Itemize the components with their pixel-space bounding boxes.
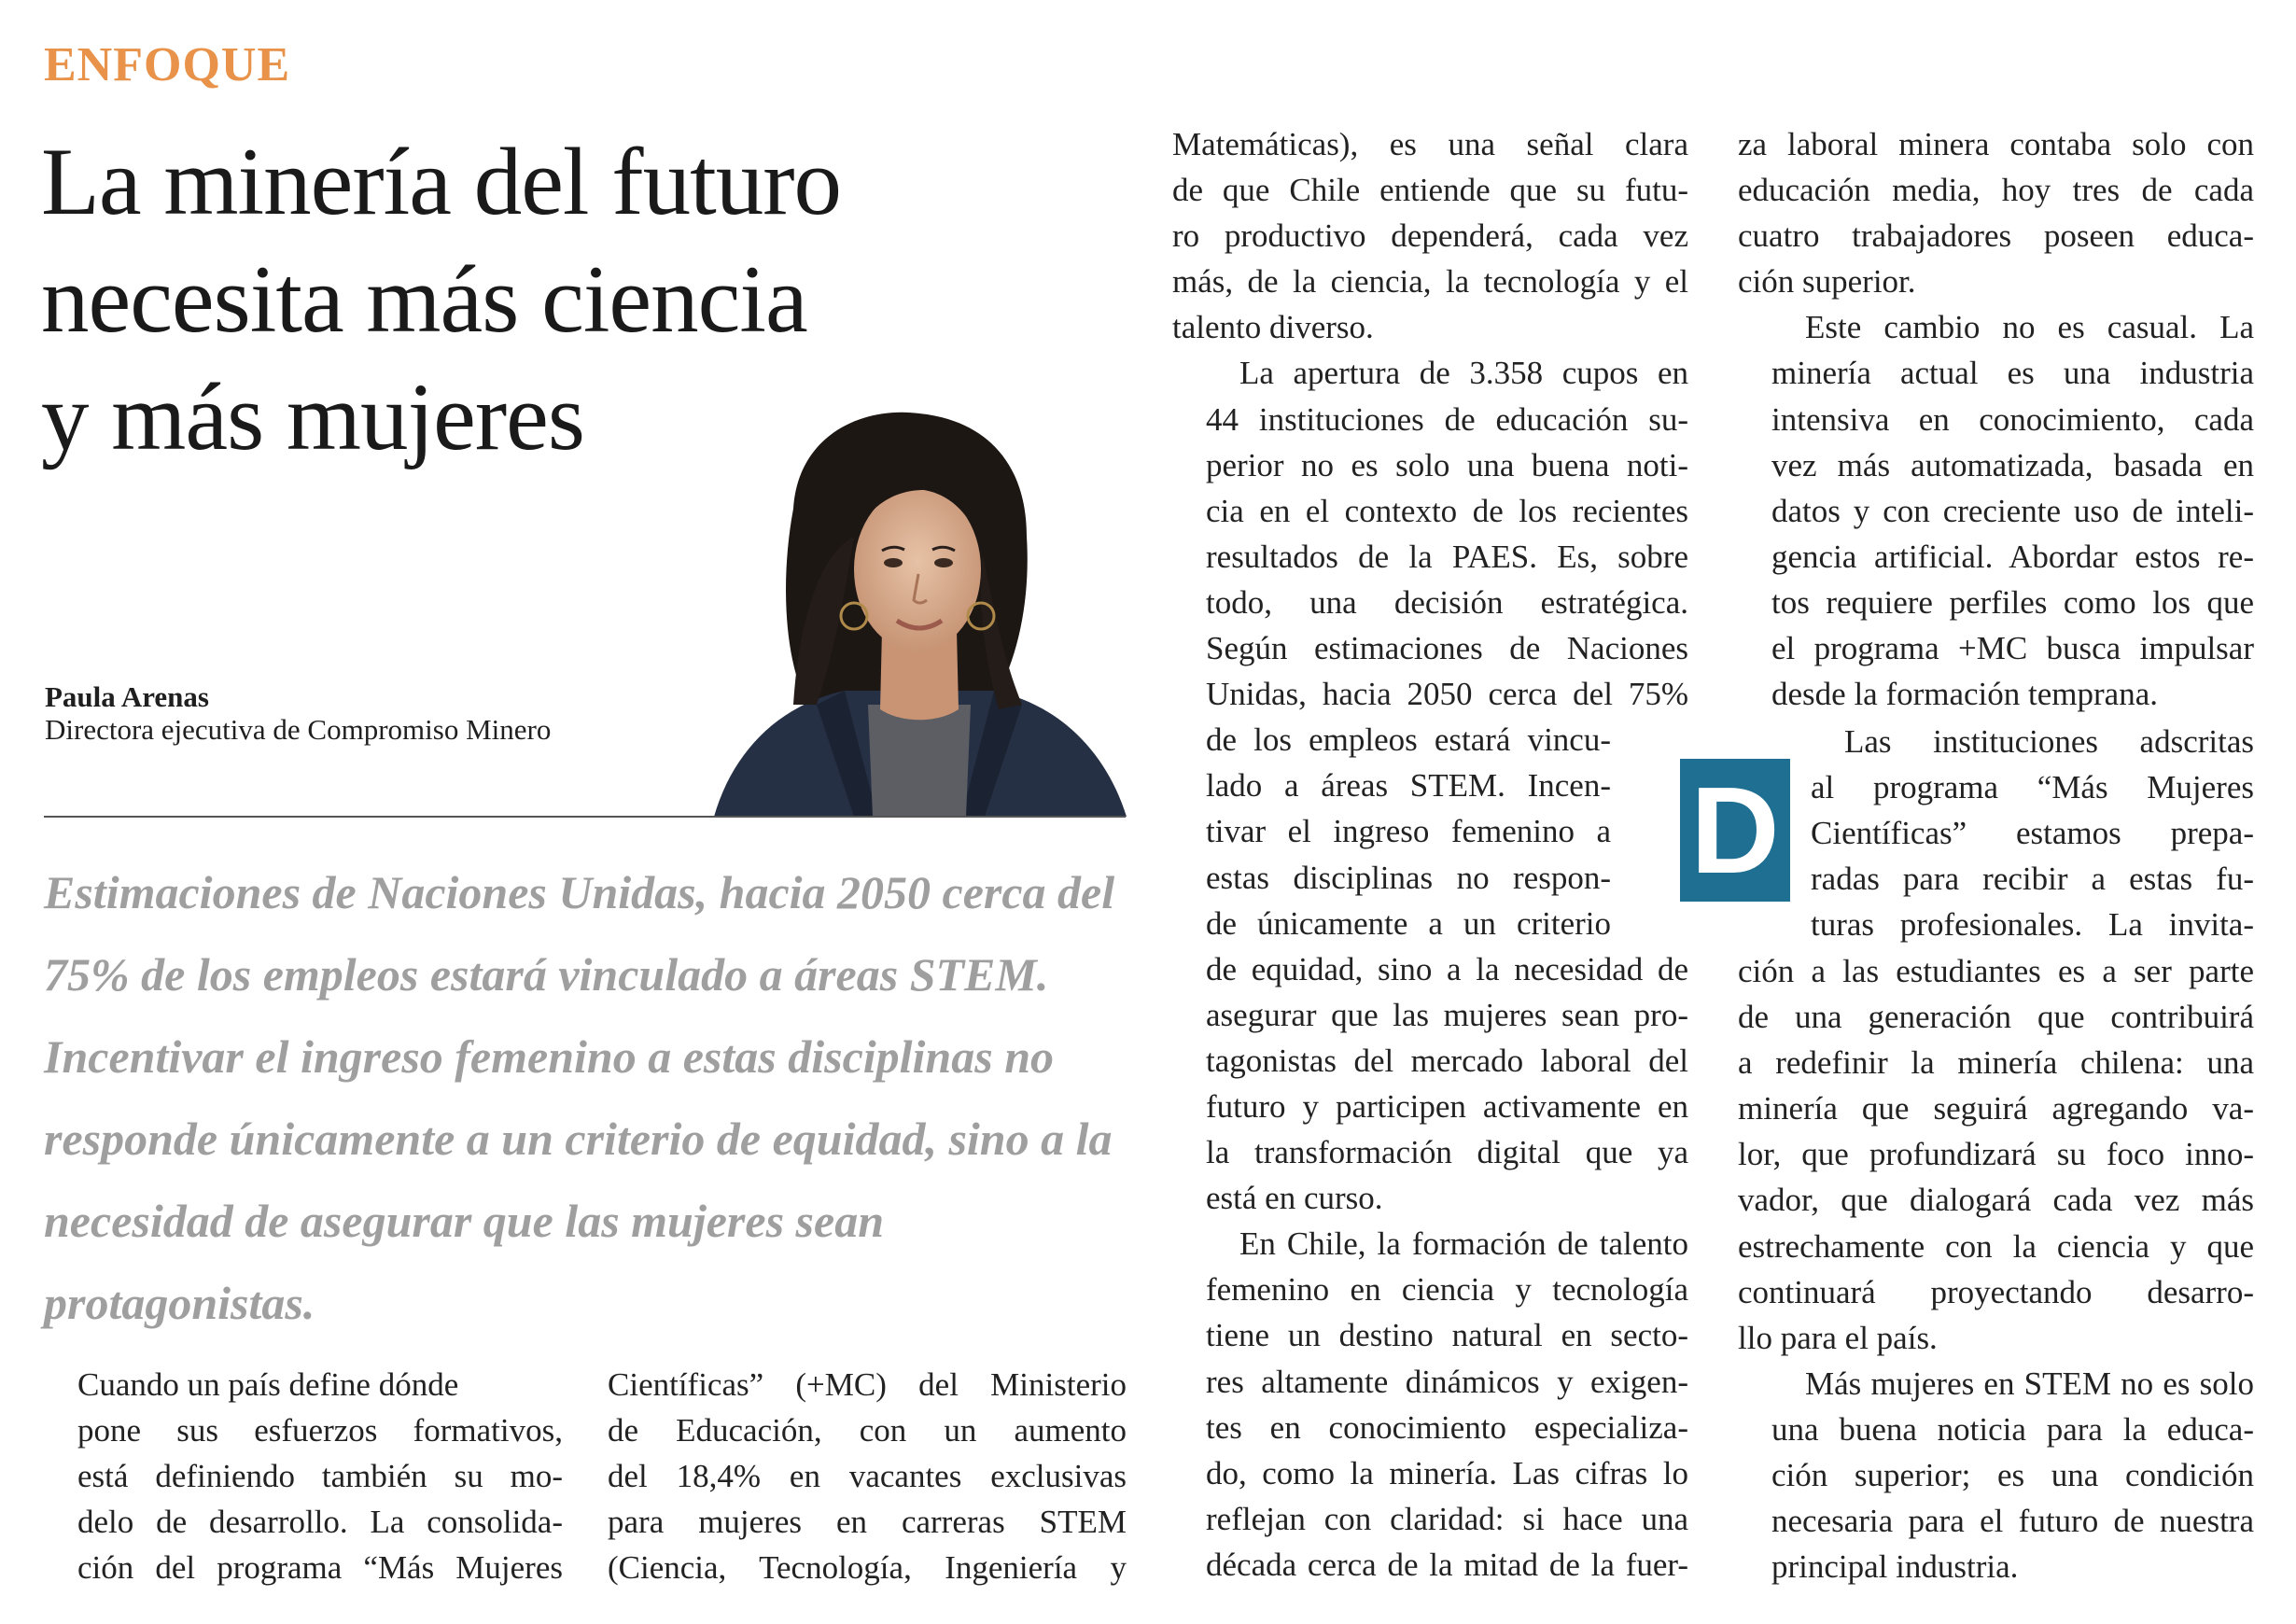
text-line: una buena noticia para la educa-: [1771, 1410, 2254, 1448]
text-line: Científicas” estamos prepa-: [1811, 815, 2254, 852]
paragraph: [1738, 1361, 2254, 1589]
text-line: vez más automatizada, basada en: [1771, 446, 2254, 483]
text-line: más, de la ciencia, la tecnología y el: [1172, 263, 1688, 301]
text-line: res altamente dinámicos y exigen-: [1206, 1363, 1688, 1400]
headline-line: y más mujeres: [41, 364, 584, 470]
paragraph: [1172, 1221, 1688, 1588]
text-line: lado a áreas STEM. Incen-: [1206, 767, 1611, 805]
text-line: ción superior.: [1738, 263, 1916, 301]
text-line: Las instituciones adscritas: [1844, 723, 2254, 760]
text-line: tiene un destino natural en secto-: [1206, 1317, 1688, 1354]
paragraph: [1738, 948, 2254, 1361]
paragraph: [1172, 350, 1688, 1221]
text-line: Matemáticas), es una señal clara: [1172, 126, 1688, 162]
paragraph: [608, 1362, 1127, 1590]
text-line: del 18,4% en vacantes exclusivas: [608, 1458, 1127, 1495]
text-line: ción superior; es una condición: [1771, 1457, 2254, 1494]
body-column-4-dropcap: [1811, 719, 2254, 947]
text-line: La apertura de 3.358 cupos en: [1239, 355, 1688, 392]
text-line: para mujeres en carreras STEM: [608, 1504, 1127, 1541]
text-line: continuará proyectando desarro-: [1738, 1273, 2254, 1310]
text-line: intensiva en conocimiento, cada: [1771, 400, 2254, 438]
text-line: Unidas, hacia 2050 cerca del 75%: [1206, 676, 1688, 713]
text-line: cuatro trabajadores poseen educa-: [1738, 217, 2254, 255]
text-line: llo para el país.: [1738, 1319, 1938, 1356]
body-column-4-bottom: [1738, 948, 2254, 1589]
text-line: el programa +MC busca impulsar: [1771, 630, 2254, 667]
text-line: desde la formación temprana.: [1771, 676, 2158, 713]
text-line: está definiendo también su mo-: [77, 1458, 563, 1495]
text-line: delo de desarrollo. La consolida-: [77, 1504, 563, 1541]
drop-cap: D: [1680, 759, 1790, 902]
text-line: 44 instituciones de educación su-: [1206, 400, 1688, 438]
text-line: reflejan con claridad: si hace una: [1206, 1500, 1688, 1537]
text-line: turas profesionales. La invita-: [1811, 906, 2254, 944]
text-line: minería actual es una industria: [1771, 355, 2254, 392]
text-line: Científicas” (+MC) del Ministerio: [608, 1366, 1127, 1403]
text-line: la transformación digital que ya: [1206, 1134, 1688, 1171]
section-label: ENFOQUE: [44, 38, 291, 91]
text-line: Cuando un país define dónde: [77, 1366, 459, 1403]
text-line: de que Chile entiende que su futu-: [1172, 172, 1688, 209]
author-portrait: [705, 397, 1127, 817]
text-line: de los empleos estará vincu-: [1206, 721, 1611, 759]
text-line: datos y con creciente uso de inteli-: [1771, 492, 2254, 529]
text-line: estrechamente con la ciencia y que: [1738, 1227, 2254, 1265]
text-line: perior no es solo una buena noti-: [1206, 446, 1688, 483]
body-column-4: [1738, 121, 2254, 717]
text-line: vador, que dialogará cada vez más: [1738, 1182, 2254, 1219]
text-line: estas disciplinas no respon-: [1206, 859, 1611, 896]
text-line: femenino en ciencia y tecnología: [1206, 1271, 1688, 1309]
text-line: necesaria para el futuro de nuestra: [1771, 1503, 2254, 1540]
text-line: de únicamente a un criterio: [1206, 904, 1611, 942]
text-line: talento diverso.: [1172, 309, 1374, 346]
text-line: Según estimaciones de Naciones: [1206, 630, 1688, 667]
body-column-1: [44, 1362, 563, 1590]
text-line: En Chile, la formación de talento: [1239, 1225, 1688, 1263]
text-line: radas para recibir a estas fu-: [1811, 861, 2254, 898]
text-line: cia en el contexto de los recientes: [1206, 492, 1688, 529]
text-line: de equidad, sino a la necesidad de: [1206, 950, 1688, 987]
divider: [44, 816, 1126, 818]
body-column-2: [608, 1362, 1127, 1590]
text-line: tagonistas del mercado laboral del: [1206, 1042, 1688, 1079]
text-line: tivar el ingreso femenino a: [1206, 813, 1611, 850]
text-line: tos requiere perfiles como los que: [1771, 583, 2254, 621]
text-line: resultados de la PAES. Es, sobre: [1206, 538, 1688, 575]
text-line: gencia artificial. Abordar estos re-: [1771, 538, 2254, 575]
text-line: pone sus esfuerzos formativos,: [77, 1412, 563, 1449]
text-line: ro productivo dependerá, cada vez: [1172, 217, 1688, 255]
paragraph: [1811, 719, 2254, 947]
text-line: lor, que profundizará su foco inno-: [1738, 1136, 2254, 1173]
text-line: de una generación que contribuirá: [1738, 999, 2254, 1036]
text-line: a redefinir la minería chilena: una: [1738, 1044, 2254, 1082]
text-line: al programa “Más Mujeres: [1811, 769, 2254, 806]
text-line: todo, una decisión estratégica.: [1206, 583, 1688, 621]
text-line: década cerca de la mitad de la fuer-: [1206, 1546, 1688, 1583]
text-line: ción del programa “Más Mujeres: [77, 1549, 563, 1587]
text-line: Más mujeres en STEM no es solo: [1805, 1365, 2254, 1402]
text-line: principal industria.: [1771, 1548, 2019, 1586]
text-line: asegurar que las mujeres sean pro-: [1206, 996, 1688, 1033]
text-line: Este cambio no es casual. La: [1805, 309, 2254, 346]
text-line: educación media, hoy tres de cada: [1738, 172, 2254, 209]
text-line: za laboral minera contaba solo con: [1738, 126, 2254, 162]
text-line: futuro y participen activamente en: [1206, 1087, 1688, 1125]
text-line: (Ciencia, Tecnología, Ingeniería y: [608, 1549, 1127, 1587]
paragraph: [1738, 121, 2254, 304]
headline-line: necesita más ciencia: [41, 246, 807, 353]
text-line: de Educación, con un aumento: [608, 1412, 1127, 1449]
author-name: Paula Arenas: [45, 680, 209, 713]
text-line: está en curso.: [1206, 1180, 1383, 1217]
pull-quote: Estimaciones de Naciones Unidas, hacia 2050 cerca del 75% de los empleos estará vinculado a áreas STEM. Incentivar el ingreso femenino a estas disciplinas no responde únicamente a un criterio de equidad, sino a la necesidad de asegurar que las mujeres sean protagonistas.: [44, 866, 1115, 1329]
author-role: Directora ejecutiva de Compromiso Minero: [45, 713, 552, 746]
headline-line: La minería del futuro: [41, 129, 842, 235]
text-line: minería que seguirá agregando va-: [1738, 1090, 2254, 1127]
paragraph: [44, 1362, 563, 1590]
text-line: do, como la minería. Las cifras lo: [1206, 1454, 1688, 1491]
paragraph: [1738, 304, 2254, 717]
paragraph: [1172, 121, 1688, 350]
text-line: tes en conocimiento especializa-: [1206, 1408, 1688, 1446]
text-line: ción a las estudiantes es a ser parte: [1738, 953, 2254, 989]
body-column-3: [1172, 121, 1688, 1588]
